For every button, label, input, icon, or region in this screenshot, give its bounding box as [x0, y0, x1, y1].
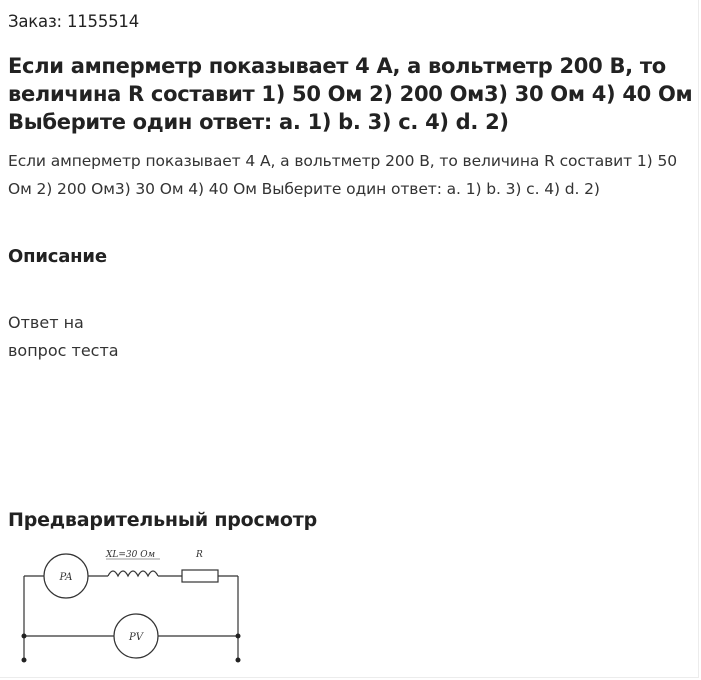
inductor-icon — [108, 571, 158, 576]
description-line-1: Ответ на — [8, 313, 84, 332]
order-number: Заказ: 1155514 — [8, 12, 140, 31]
question-title: Если амперметр показывает 4 А, а вольтметр 200 В, то величина R составит 1) 50 Ом 2) 200 Ом3) 30 Ом 4) 40 Ом Выберите один ответ: a. 1) b. 3) c. 4) d. 2) — [8, 54, 693, 134]
circuit-preview-image[interactable] — [14, 538, 254, 668]
voltmeter-label: PV — [129, 632, 143, 643]
description-heading: Описание — [8, 246, 107, 267]
terminal-right — [236, 658, 241, 663]
question-text: Если амперметр показывает 4 А, а вольтметр 200 В, то величина R составит 1) 50 Ом 2) 200 Ом3) 30 Ом 4) 40 Ом Выберите один ответ: a. 1) b. 3) c. 4) d. 2) — [8, 152, 677, 198]
description-line-2: вопрос теста — [8, 341, 119, 360]
inductor-label: XL=30 Ом — [106, 550, 156, 560]
resistor-label: R — [196, 550, 203, 560]
preview-heading: Предварительный просмотр — [8, 509, 317, 531]
ammeter-label: PA — [59, 572, 73, 583]
junction-dot-right — [236, 634, 241, 639]
terminal-left — [22, 658, 27, 663]
junction-dot-left — [22, 634, 27, 639]
resistor-icon — [182, 570, 218, 582]
description-text — [8, 309, 208, 365]
circuit-diagram — [14, 538, 254, 668]
